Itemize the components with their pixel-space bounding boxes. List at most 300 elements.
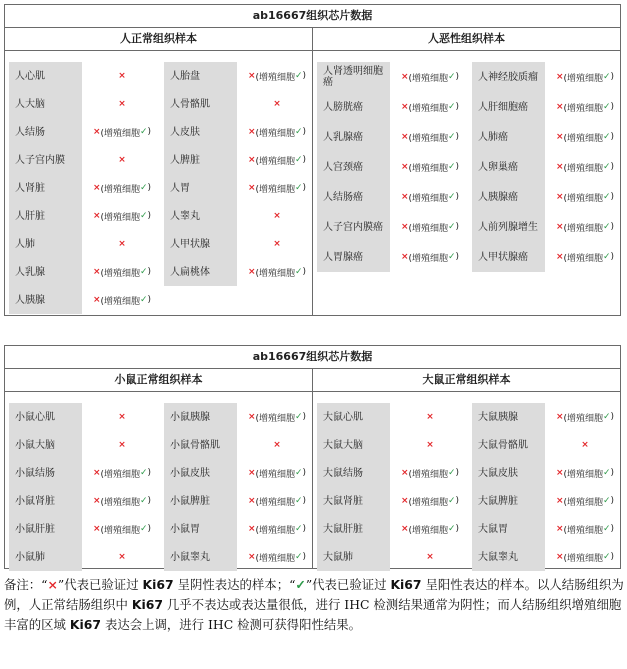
tissue-name: 大鼠皮肤 bbox=[472, 459, 545, 487]
paren: ) bbox=[147, 127, 152, 137]
check-icon: ✓ bbox=[603, 102, 611, 112]
table-row bbox=[317, 487, 470, 515]
result-cell bbox=[237, 202, 317, 230]
table-row bbox=[9, 487, 162, 515]
proliferating-cells-label: (增殖细胞 bbox=[100, 525, 140, 536]
tissue-name: 人前列腺增生 bbox=[472, 212, 545, 242]
table-row bbox=[164, 459, 317, 487]
ki67-term: Ki67 bbox=[69, 617, 101, 632]
cross-icon: × bbox=[118, 412, 126, 422]
result-cell bbox=[82, 146, 162, 174]
paren: ) bbox=[147, 183, 152, 193]
table-row bbox=[9, 515, 162, 543]
check-icon: ✓ bbox=[603, 496, 611, 506]
tissue-name: 人宫颈癌 bbox=[317, 152, 390, 182]
proliferating-cells-label: (增殖细胞 bbox=[255, 553, 295, 564]
tissue-name: 大鼠脾脏 bbox=[472, 487, 545, 515]
check-icon: ✓ bbox=[140, 211, 148, 221]
paren: ) bbox=[302, 468, 307, 478]
check-icon: ✓ bbox=[295, 267, 303, 277]
tissue-name: 大鼠胃 bbox=[472, 515, 545, 543]
table-row bbox=[472, 212, 625, 242]
cross-icon: × bbox=[92, 496, 101, 506]
paren: ) bbox=[610, 412, 615, 422]
paren: ) bbox=[610, 132, 615, 142]
table-row bbox=[9, 230, 162, 258]
cross-icon: × bbox=[555, 496, 564, 506]
rat-normal-section bbox=[313, 369, 620, 568]
result-cell bbox=[545, 242, 625, 272]
table-row bbox=[317, 212, 470, 242]
tissue-name: 小鼠胃 bbox=[164, 515, 237, 543]
table-row bbox=[472, 459, 625, 487]
proliferating-cells-label: (增殖细胞 bbox=[408, 193, 448, 204]
table-row bbox=[9, 202, 162, 230]
cross-icon: × bbox=[247, 496, 256, 506]
tissue-name: 大鼠胰腺 bbox=[472, 403, 545, 431]
note-text: ”代表已验证过 bbox=[305, 577, 391, 592]
table-row bbox=[317, 515, 470, 543]
paren: ) bbox=[147, 267, 152, 277]
check-icon: ✓ bbox=[448, 72, 456, 82]
tissue-name: 小鼠胰腺 bbox=[164, 403, 237, 431]
paren: ) bbox=[610, 192, 615, 202]
result-cell bbox=[545, 543, 625, 571]
table-row bbox=[164, 230, 317, 258]
tissue-name: 人脾脏 bbox=[164, 146, 237, 174]
paren: ) bbox=[610, 524, 615, 534]
table-row bbox=[472, 122, 625, 152]
human-malignant-section bbox=[313, 28, 620, 315]
result-cell bbox=[390, 182, 470, 212]
check-icon: ✓ bbox=[448, 468, 456, 478]
table-row bbox=[472, 515, 625, 543]
cross-icon: × bbox=[92, 211, 101, 221]
column bbox=[317, 403, 470, 571]
result-cell bbox=[390, 403, 470, 431]
proliferating-cells-label: (增殖细胞 bbox=[408, 253, 448, 264]
proliferating-cells-label: (增殖细胞 bbox=[563, 163, 603, 174]
check-icon: ✓ bbox=[448, 102, 456, 112]
tissue-name: 人肝脏 bbox=[9, 202, 82, 230]
result-cell bbox=[390, 122, 470, 152]
paren: ) bbox=[302, 183, 307, 193]
column bbox=[472, 403, 625, 571]
result-cell bbox=[237, 230, 317, 258]
result-cell bbox=[82, 403, 162, 431]
cross-icon: × bbox=[555, 468, 564, 478]
proliferating-cells-label: (增殖细胞 bbox=[563, 525, 603, 536]
tissue-name: 大鼠肺 bbox=[317, 543, 390, 571]
tissue-name: 人胃腺癌 bbox=[317, 242, 390, 272]
table-row bbox=[472, 92, 625, 122]
paren: ) bbox=[302, 496, 307, 506]
human-tissue-table bbox=[4, 4, 621, 316]
table-row bbox=[164, 403, 317, 431]
cross-icon: × bbox=[247, 468, 256, 478]
paren: ) bbox=[455, 468, 460, 478]
note-text: 表达会上调，进行 IHC 检测可获得阳性结果。 bbox=[101, 617, 362, 632]
table-row bbox=[9, 431, 162, 459]
result-cell bbox=[82, 431, 162, 459]
paren: ) bbox=[455, 524, 460, 534]
table-row bbox=[164, 62, 317, 90]
check-icon: ✓ bbox=[295, 155, 303, 165]
result-cell bbox=[545, 487, 625, 515]
cross-icon: × bbox=[118, 99, 126, 109]
cross-icon: × bbox=[273, 440, 281, 450]
proliferating-cells-label: (增殖细胞 bbox=[100, 212, 140, 223]
tissue-name: 人甲状腺 bbox=[164, 230, 237, 258]
check-icon: ✓ bbox=[603, 192, 611, 202]
table-row bbox=[9, 174, 162, 202]
tissue-name: 人胰腺 bbox=[9, 286, 82, 314]
table-row bbox=[317, 92, 470, 122]
check-icon: ✓ bbox=[295, 496, 303, 506]
result-cell bbox=[82, 118, 162, 146]
cross-icon: × bbox=[400, 162, 409, 172]
table-row bbox=[9, 118, 162, 146]
table-row bbox=[317, 431, 470, 459]
result-cell bbox=[237, 459, 317, 487]
paren: ) bbox=[302, 524, 307, 534]
tissue-name: 人结肠 bbox=[9, 118, 82, 146]
tissue-name: 人乳腺 bbox=[9, 258, 82, 286]
check-icon: ✓ bbox=[140, 127, 148, 137]
proliferating-cells-label: (增殖细胞 bbox=[255, 413, 295, 424]
check-icon: ✓ bbox=[448, 162, 456, 172]
footnote bbox=[4, 575, 624, 635]
result-cell bbox=[390, 242, 470, 272]
cross-icon: × bbox=[273, 99, 281, 109]
cross-icon: × bbox=[247, 71, 256, 81]
check-icon: ✓ bbox=[448, 132, 456, 142]
proliferating-cells-label: (增殖细胞 bbox=[563, 103, 603, 114]
cross-icon: × bbox=[118, 440, 126, 450]
table-row bbox=[9, 146, 162, 174]
result-cell bbox=[237, 118, 317, 146]
proliferating-cells-label: (增殖细胞 bbox=[408, 73, 448, 84]
cross-icon: × bbox=[47, 577, 58, 592]
paren: ) bbox=[302, 71, 307, 81]
ki67-term: Ki67 bbox=[131, 597, 163, 612]
table-row bbox=[164, 258, 317, 286]
table-row bbox=[9, 258, 162, 286]
tissue-name: 小鼠结肠 bbox=[9, 459, 82, 487]
cross-icon: × bbox=[400, 192, 409, 202]
result-cell bbox=[237, 403, 317, 431]
proliferating-cells-label: (增殖细胞 bbox=[100, 497, 140, 508]
result-cell bbox=[545, 431, 625, 459]
tissue-name: 人胃 bbox=[164, 174, 237, 202]
cross-icon: × bbox=[118, 155, 126, 165]
result-cell bbox=[390, 543, 470, 571]
table-row bbox=[9, 90, 162, 118]
result-cell bbox=[82, 515, 162, 543]
cross-icon: × bbox=[92, 183, 101, 193]
tissue-name: 小鼠皮肤 bbox=[164, 459, 237, 487]
paren: ) bbox=[610, 252, 615, 262]
result-cell bbox=[237, 90, 317, 118]
table-row bbox=[317, 122, 470, 152]
cross-icon: × bbox=[400, 72, 409, 82]
proliferating-cells-label: (增殖细胞 bbox=[255, 525, 295, 536]
proliferating-cells-label: (增殖细胞 bbox=[255, 128, 295, 139]
result-cell bbox=[390, 515, 470, 543]
cross-icon: × bbox=[400, 252, 409, 262]
proliferating-cells-label: (增殖细胞 bbox=[100, 128, 140, 139]
proliferating-cells-label: (增殖细胞 bbox=[408, 525, 448, 536]
proliferating-cells-label: (增殖细胞 bbox=[255, 184, 295, 195]
proliferating-cells-label: (增殖细胞 bbox=[100, 296, 140, 307]
tissue-name: 小鼠肝脏 bbox=[9, 515, 82, 543]
check-icon: ✓ bbox=[295, 127, 303, 137]
cross-icon: × bbox=[247, 127, 256, 137]
result-cell bbox=[390, 62, 470, 92]
cross-icon: × bbox=[555, 252, 564, 262]
proliferating-cells-label: (增殖细胞 bbox=[408, 497, 448, 508]
cross-icon: × bbox=[247, 183, 256, 193]
paren: ) bbox=[455, 72, 460, 82]
tissue-name: 人皮肤 bbox=[164, 118, 237, 146]
paren: ) bbox=[610, 552, 615, 562]
paren: ) bbox=[302, 552, 307, 562]
table-row bbox=[472, 182, 625, 212]
result-cell bbox=[82, 202, 162, 230]
ki67-term: Ki67 bbox=[390, 577, 422, 592]
column bbox=[164, 62, 317, 286]
result-cell bbox=[545, 459, 625, 487]
table-row bbox=[164, 202, 317, 230]
paren: ) bbox=[302, 155, 307, 165]
tissue-name: 人结肠癌 bbox=[317, 182, 390, 212]
proliferating-cells-label: (增殖细胞 bbox=[255, 156, 295, 167]
tissue-name: 大鼠睾丸 bbox=[472, 543, 545, 571]
cross-icon: × bbox=[555, 524, 564, 534]
proliferating-cells-label: (增殖细胞 bbox=[563, 413, 603, 424]
paren: ) bbox=[302, 127, 307, 137]
paren: ) bbox=[147, 496, 152, 506]
section-header: 人恶性组织样本 bbox=[313, 28, 620, 51]
table-row bbox=[317, 62, 470, 92]
check-icon: ✓ bbox=[295, 577, 306, 592]
paren: ) bbox=[610, 496, 615, 506]
result-cell bbox=[237, 146, 317, 174]
tissue-name: 人肾透明细胞癌 bbox=[317, 62, 390, 92]
tissue-name: 小鼠大脑 bbox=[9, 431, 82, 459]
result-cell bbox=[82, 258, 162, 286]
table-row bbox=[472, 62, 625, 92]
result-cell bbox=[390, 152, 470, 182]
tissue-name: 大鼠结肠 bbox=[317, 459, 390, 487]
table-row bbox=[472, 487, 625, 515]
table-row bbox=[164, 90, 317, 118]
tissue-name: 大鼠心肌 bbox=[317, 403, 390, 431]
tissue-name: 大鼠肝脏 bbox=[317, 515, 390, 543]
cross-icon: × bbox=[555, 222, 564, 232]
cross-icon: × bbox=[118, 71, 126, 81]
tissue-name: 人睾丸 bbox=[164, 202, 237, 230]
cross-icon: × bbox=[92, 295, 101, 305]
tissue-name: 小鼠心肌 bbox=[9, 403, 82, 431]
table-row bbox=[164, 487, 317, 515]
tissue-name: 人肾脏 bbox=[9, 174, 82, 202]
tissue-name: 人甲状腺癌 bbox=[472, 242, 545, 272]
result-cell bbox=[545, 212, 625, 242]
check-icon: ✓ bbox=[603, 468, 611, 478]
result-cell bbox=[390, 487, 470, 515]
column bbox=[9, 403, 162, 571]
proliferating-cells-label: (增殖细胞 bbox=[563, 133, 603, 144]
table-row bbox=[164, 515, 317, 543]
paren: ) bbox=[455, 132, 460, 142]
paren: ) bbox=[610, 222, 615, 232]
paren: ) bbox=[610, 162, 615, 172]
cross-icon: × bbox=[555, 72, 564, 82]
result-cell bbox=[545, 152, 625, 182]
result-cell bbox=[545, 62, 625, 92]
section-header: 人正常组织样本 bbox=[5, 28, 312, 51]
proliferating-cells-label: (增殖细胞 bbox=[563, 497, 603, 508]
check-icon: ✓ bbox=[140, 496, 148, 506]
paren: ) bbox=[610, 72, 615, 82]
tissue-name: 人扁桃体 bbox=[164, 258, 237, 286]
table-row bbox=[164, 146, 317, 174]
tissue-name: 小鼠骨骼肌 bbox=[164, 431, 237, 459]
cross-icon: × bbox=[426, 552, 434, 562]
proliferating-cells-label: (增殖细胞 bbox=[563, 223, 603, 234]
tissue-name: 人神经胶质瘤 bbox=[472, 62, 545, 92]
column bbox=[9, 62, 162, 314]
table-row bbox=[9, 62, 162, 90]
result-cell bbox=[82, 459, 162, 487]
tissue-name: 人乳腺癌 bbox=[317, 122, 390, 152]
cross-icon: × bbox=[92, 524, 101, 534]
section-header: 大鼠正常组织样本 bbox=[313, 369, 620, 392]
table-title: ab16667组织芯片数据 bbox=[5, 346, 620, 369]
table-row bbox=[317, 152, 470, 182]
table-row bbox=[164, 174, 317, 202]
check-icon: ✓ bbox=[140, 183, 148, 193]
check-icon: ✓ bbox=[603, 412, 611, 422]
table-row bbox=[164, 543, 317, 571]
check-icon: ✓ bbox=[140, 468, 148, 478]
table-row bbox=[9, 459, 162, 487]
cross-icon: × bbox=[426, 412, 434, 422]
section-header: 小鼠正常组织样本 bbox=[5, 369, 312, 392]
cross-icon: × bbox=[400, 102, 409, 112]
result-cell bbox=[390, 212, 470, 242]
cross-icon: × bbox=[247, 552, 256, 562]
paren: ) bbox=[302, 412, 307, 422]
tissue-name: 人子宫内膜癌 bbox=[317, 212, 390, 242]
table-row bbox=[164, 431, 317, 459]
cross-icon: × bbox=[92, 267, 101, 277]
cross-icon: × bbox=[247, 267, 256, 277]
tissue-name: 小鼠脾脏 bbox=[164, 487, 237, 515]
check-icon: ✓ bbox=[295, 71, 303, 81]
check-icon: ✓ bbox=[603, 252, 611, 262]
cross-icon: × bbox=[555, 162, 564, 172]
paren: ) bbox=[455, 496, 460, 506]
paren: ) bbox=[147, 211, 152, 221]
paren: ) bbox=[610, 102, 615, 112]
cross-icon: × bbox=[555, 412, 564, 422]
human-normal-section bbox=[5, 28, 313, 315]
check-icon: ✓ bbox=[603, 222, 611, 232]
column bbox=[472, 62, 625, 272]
table-row bbox=[317, 403, 470, 431]
cross-icon: × bbox=[92, 468, 101, 478]
result-cell bbox=[237, 258, 317, 286]
check-icon: ✓ bbox=[295, 468, 303, 478]
proliferating-cells-label: (增殖细胞 bbox=[563, 469, 603, 480]
table-row bbox=[472, 403, 625, 431]
cross-icon: × bbox=[400, 132, 409, 142]
cross-icon: × bbox=[581, 440, 589, 450]
table-row bbox=[317, 242, 470, 272]
check-icon: ✓ bbox=[448, 222, 456, 232]
table-row bbox=[9, 543, 162, 571]
tissue-name: 人肝细胞癌 bbox=[472, 92, 545, 122]
check-icon: ✓ bbox=[603, 552, 611, 562]
check-icon: ✓ bbox=[295, 524, 303, 534]
tissue-name: 人骨骼肌 bbox=[164, 90, 237, 118]
tissue-name: 人子宫内膜 bbox=[9, 146, 82, 174]
table-row bbox=[9, 403, 162, 431]
cross-icon: × bbox=[247, 412, 256, 422]
check-icon: ✓ bbox=[448, 252, 456, 262]
cross-icon: × bbox=[92, 127, 101, 137]
table-row bbox=[9, 286, 162, 314]
cross-icon: × bbox=[400, 496, 409, 506]
tissue-name: 大鼠骨骼肌 bbox=[472, 431, 545, 459]
result-cell bbox=[82, 487, 162, 515]
paren: ) bbox=[455, 192, 460, 202]
paren: ) bbox=[610, 468, 615, 478]
paren: ) bbox=[302, 267, 307, 277]
result-cell bbox=[390, 431, 470, 459]
note-text: 备注：“ bbox=[4, 577, 48, 592]
table-row bbox=[472, 543, 625, 571]
paren: ) bbox=[455, 102, 460, 112]
result-cell bbox=[82, 62, 162, 90]
tissue-name: 小鼠肾脏 bbox=[9, 487, 82, 515]
cross-icon: × bbox=[555, 102, 564, 112]
mouse-normal-section bbox=[5, 369, 313, 568]
result-cell bbox=[237, 487, 317, 515]
tissue-name: 人大脑 bbox=[9, 90, 82, 118]
tissue-name: 人胰腺癌 bbox=[472, 182, 545, 212]
check-icon: ✓ bbox=[603, 524, 611, 534]
cross-icon: × bbox=[273, 239, 281, 249]
check-icon: ✓ bbox=[140, 267, 148, 277]
paren: ) bbox=[147, 295, 152, 305]
cross-icon: × bbox=[555, 552, 564, 562]
note-text: 几乎不表达或表达量很低，进行 IHC 检测结果通常为阴性；而人结肠组织增殖细胞丰富的区域 bbox=[4, 597, 622, 632]
note-text: 呈阴性表达的样本；“ bbox=[173, 577, 296, 592]
table-row bbox=[472, 242, 625, 272]
tissue-name: 大鼠大脑 bbox=[317, 431, 390, 459]
table-row bbox=[472, 431, 625, 459]
result-cell bbox=[237, 543, 317, 571]
tissue-name: 人胎盘 bbox=[164, 62, 237, 90]
result-cell bbox=[82, 286, 162, 314]
table-title: ab16667组织芯片数据 bbox=[5, 5, 620, 28]
table-row bbox=[472, 152, 625, 182]
result-cell bbox=[82, 543, 162, 571]
result-cell bbox=[545, 92, 625, 122]
